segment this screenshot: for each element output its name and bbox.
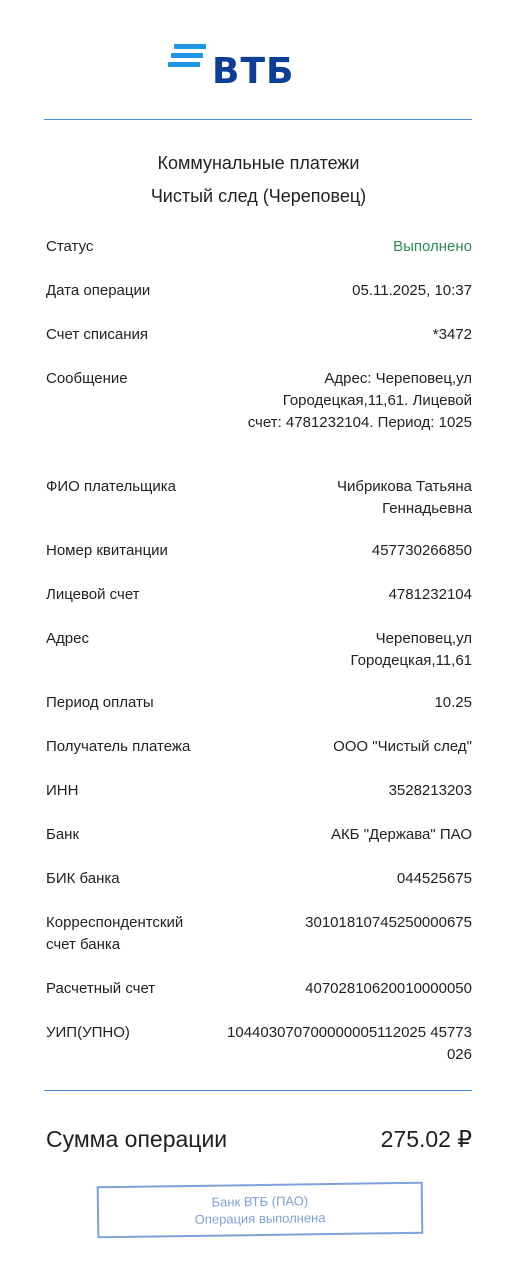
bik-label: БИК банка	[46, 870, 120, 887]
recipient-value: ООО "Чистый след"	[333, 738, 472, 755]
status-value: Выполнено	[393, 238, 472, 255]
top-divider	[44, 119, 472, 120]
row-bank	[46, 824, 472, 868]
message-label: Сообщение	[46, 370, 128, 387]
message-value: Адрес: Череповец,ул Городецкая,11,61. Лицевой счет: 4781232104. Период: 1025	[247, 370, 472, 431]
uip-value: 104403070700000005112025 45773026	[227, 1024, 472, 1063]
address-label: Адрес	[46, 630, 89, 647]
personal-account-label: Лицевой счет	[46, 586, 140, 603]
payer-name-value: Чибрикова Татьяна Геннадьевна	[336, 478, 472, 517]
correspondent-account-label: Корреспондентский счет банка	[46, 914, 184, 953]
uip-label: УИП(УПНО)	[46, 1024, 130, 1041]
payment-period-value: 10.25	[434, 694, 472, 711]
stamp-bank-name: Банк ВТБ (ПАО)	[211, 1193, 309, 1210]
settlement-account-label: Расчетный счет	[46, 980, 156, 997]
personal-account-value: 4781232104	[388, 586, 472, 603]
bank-stamp	[97, 1182, 424, 1239]
row-operation-date	[46, 280, 472, 324]
payment-category-title: Коммунальные платежи	[157, 153, 360, 173]
payment-period-label: Период оплаты	[46, 694, 154, 711]
row-recipient	[46, 736, 472, 780]
operation-total	[46, 1122, 472, 1156]
total-label: Сумма операции	[46, 1126, 228, 1152]
debit-account-value: *3472	[432, 326, 472, 343]
bik-value: 044525675	[396, 870, 472, 887]
stamp-status: Операция выполнена	[194, 1210, 326, 1227]
row-correspondent-account	[46, 912, 472, 978]
bank-label: Банк	[46, 826, 80, 843]
details-list	[46, 236, 472, 1086]
operation-date-label: Дата операции	[46, 282, 151, 299]
row-bik	[46, 868, 472, 912]
row-personal-account	[46, 584, 472, 628]
receipt-number-value: 457730266850	[371, 542, 472, 559]
row-address	[46, 628, 472, 692]
vtb-stripes-icon	[168, 44, 208, 70]
receipt-number-label: Номер квитанции	[46, 542, 168, 559]
inn-value: 3528213203	[388, 782, 472, 799]
row-receipt-number	[46, 540, 472, 584]
status-label: Статус	[46, 238, 94, 255]
row-status	[46, 236, 472, 280]
address-value: Череповец,ул Городецкая,11,61	[350, 630, 472, 669]
row-settlement-account	[46, 978, 472, 1022]
vtb-logo	[168, 44, 294, 94]
settlement-account-value: 40702810620010000050	[305, 980, 472, 997]
row-message	[46, 368, 472, 476]
payment-recipient-title: Чистый след (Череповец)	[150, 186, 367, 206]
bank-value: АКБ "Держава" ПАО	[330, 826, 472, 843]
correspondent-account-value: 30101810745250000675	[305, 914, 472, 931]
recipient-label: Получатель платежа	[46, 738, 191, 755]
row-payer-name	[46, 476, 472, 540]
row-payment-period	[46, 692, 472, 736]
payer-name-label: ФИО плательщика	[46, 478, 176, 495]
debit-account-label: Счет списания	[46, 326, 148, 343]
row-uip	[46, 1022, 472, 1086]
logo-text: ВТБ	[212, 51, 295, 92]
bottom-divider	[44, 1090, 472, 1091]
row-debit-account	[46, 324, 472, 368]
row-inn	[46, 780, 472, 824]
inn-label: ИНН	[46, 782, 79, 799]
operation-date-value: 05.11.2025, 10:37	[352, 282, 472, 299]
total-amount: 275.02 ₽	[380, 1126, 472, 1152]
